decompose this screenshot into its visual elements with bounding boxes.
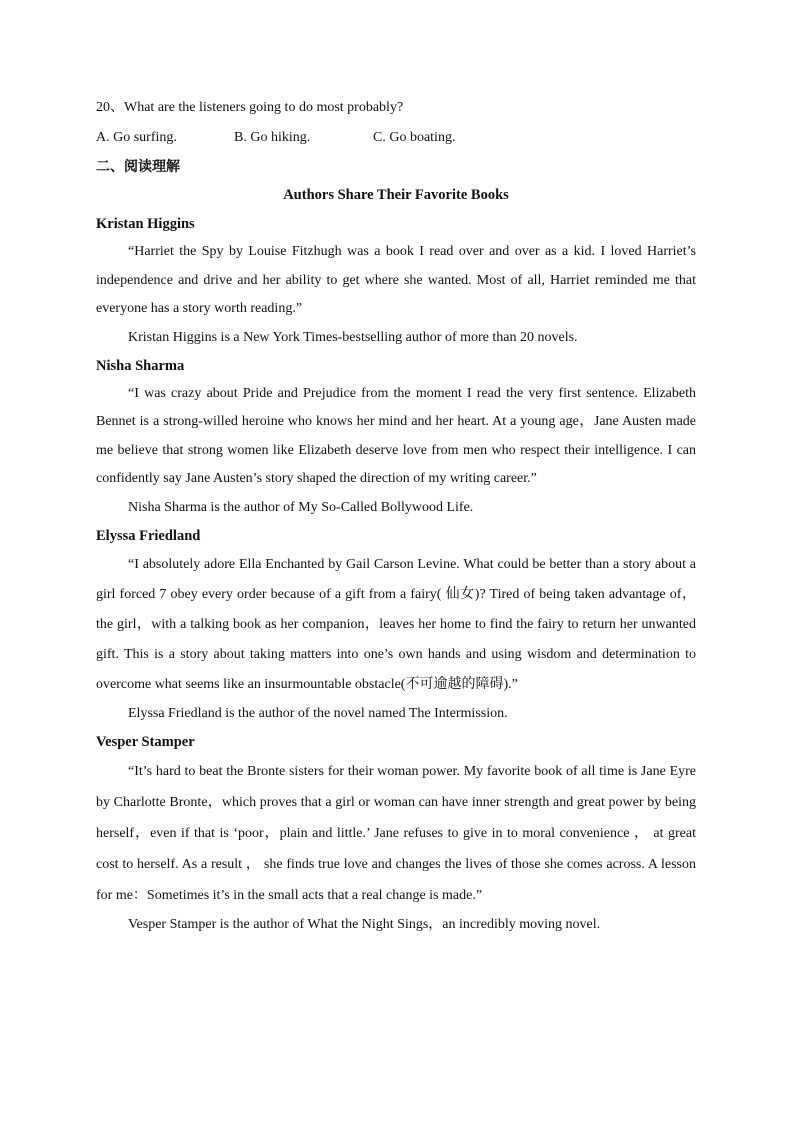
author-bio: Nisha Sharma is the author of My So-Called Bollywood Life. [128, 499, 474, 515]
author-quote: “I was crazy about Pride and Prejudice from the moment I read the very first sentence. Elizabeth Bennet is a strong-willed heroine who knows her mind and her heart. At a young age，Jane Austen made me believe that strong women like Elizabeth deserve love from men who respect their intelligence. I can confidently say Jane Austen’s story shaped the direction of my writing career.” [96, 385, 696, 486]
author-name-vesper-stamper: Vesper Stamper [96, 733, 195, 750]
author-bio: Kristan Higgins is a New York Times-bestselling author of more than 20 novels. [128, 329, 578, 345]
author-bio: Vesper Stamper is the author of What the Night Sings，an incredibly moving novel. [128, 916, 601, 932]
author-name-nisha-sharma: Nisha Sharma [96, 357, 185, 374]
author-quote: “It’s hard to beat the Bronte sisters for their woman power. My favorite book of all time is Jane Eyre by Charlotte Bronte，which proves that a girl or woman can have inner strength and great power by being herself，even if that is ‘poor，plain and little.’ Jane refuses to give in to moral convenience ， at great cost to herself. As a result ， she finds true love and changes the lives of those she comes across. A lesson for me：Sometimes it’s in the small acts that a real change is made.” [96, 763, 696, 903]
author-quote: “Harriet the Spy by Louise Fitzhugh was a book I read over and over as a kid. I loved Harriet’s independence and drive and her ability to get where she wanted. Most of all, Harriet reminded me that everyone has a story worth reading.” [96, 244, 696, 316]
question-20: 20、What are the listeners going to do most probably? [96, 100, 404, 115]
author-name-elyssa-friedland: Elyssa Friedland [96, 527, 201, 544]
article-title: Authors Share Their Favorite Books [283, 187, 509, 203]
option-b: B. Go hiking. [234, 130, 311, 145]
option-c: C. Go boating. [373, 130, 456, 145]
author-quote: “I absolutely adore Ella Enchanted by Gail Carson Levine. What could be better than a story about a girl forced 7 obey every order because of a gift from a fairy( 仙女)? Tired of being taken advantage of，the girl，with a talking book as her companion，leaves her home to find the fairy to return her unwanted gift. This is a story about taking matters into one’s own hands and using wisdom and determination to overcome what seems like an insurmountable obstacle(不可逾越的障碍).” [96, 556, 696, 692]
answer-options [96, 124, 696, 152]
section-heading: 二、阅读理解 [96, 159, 180, 175]
author-bio: Elyssa Friedland is the author of the novel named The Intermission. [128, 705, 508, 721]
author-name-kristan-higgins: Kristan Higgins [96, 216, 195, 232]
option-a: A. Go surfing. [96, 130, 177, 145]
document-page [96, 94, 696, 939]
